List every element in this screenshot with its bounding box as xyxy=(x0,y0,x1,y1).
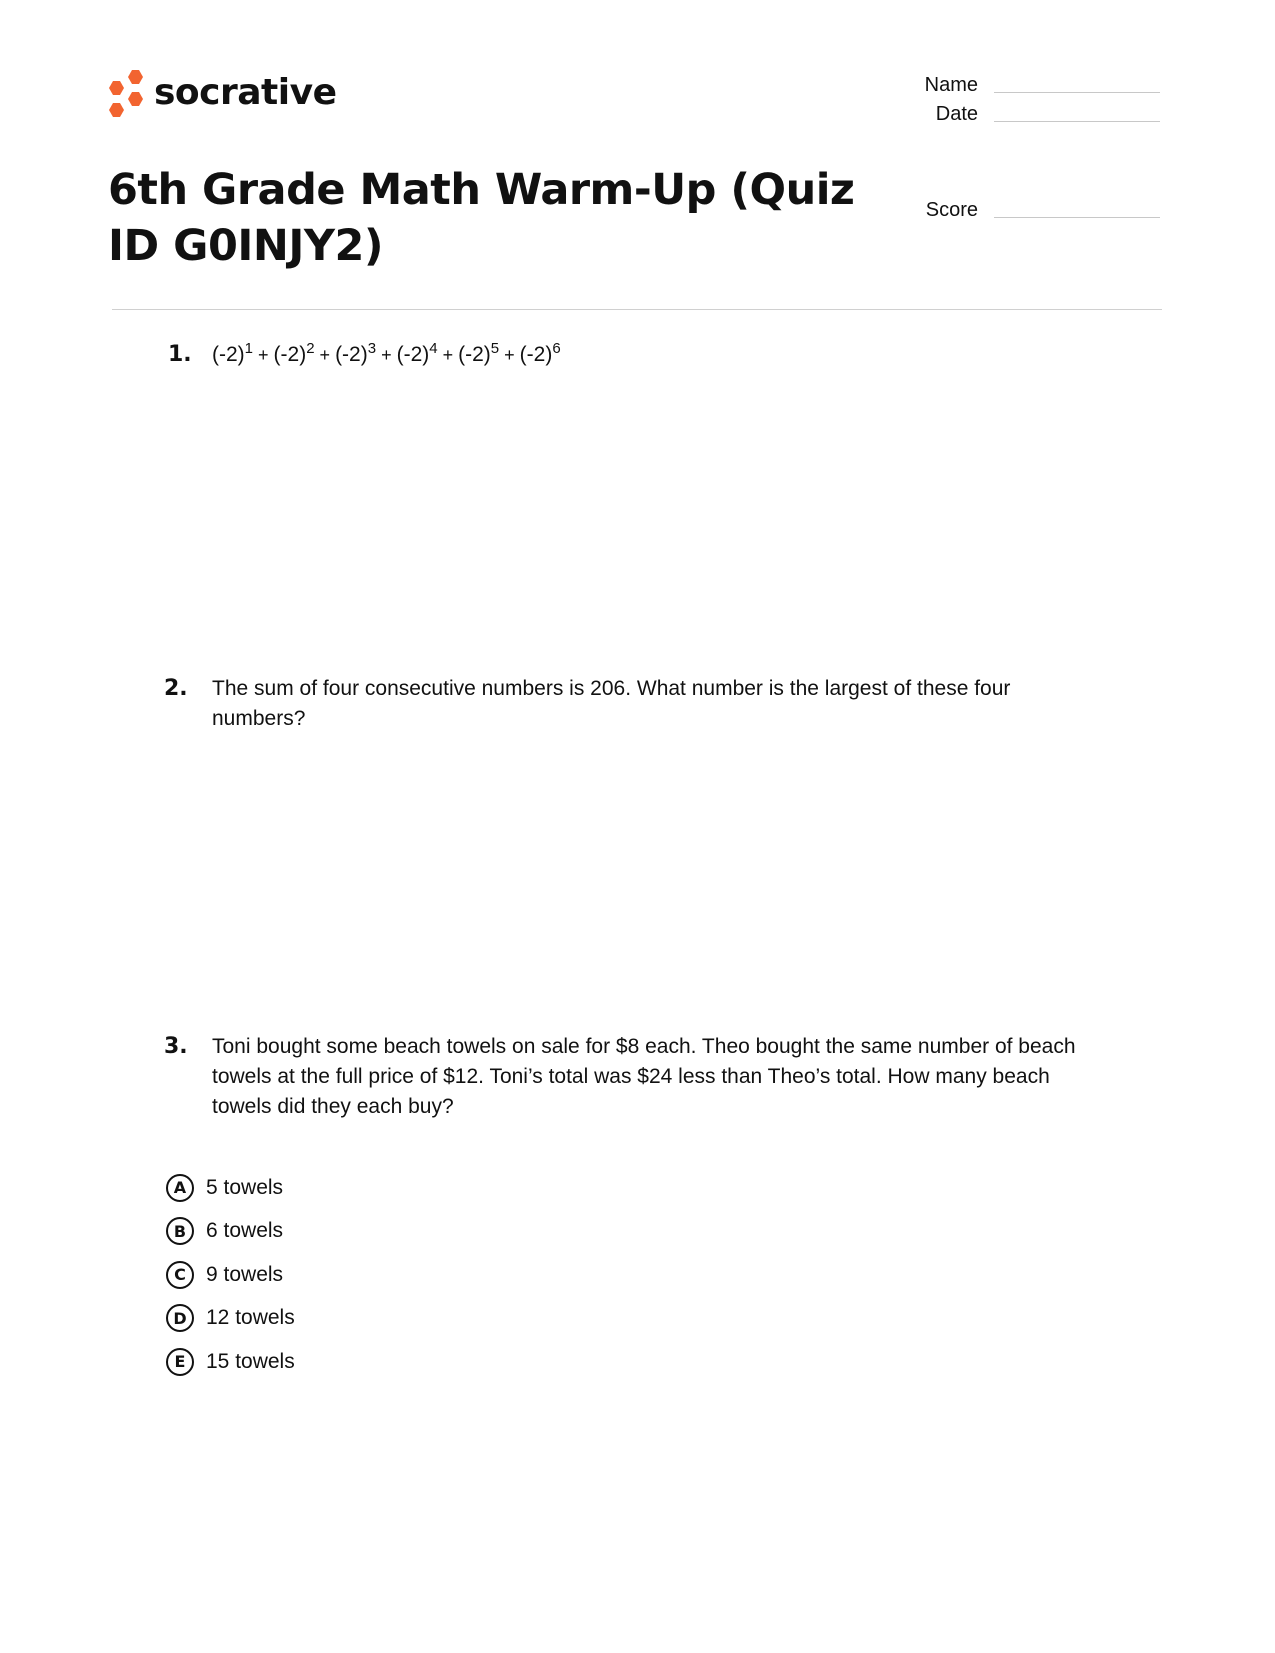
option-d[interactable] xyxy=(166,1297,295,1341)
question-text: Toni bought some beach towels on sale for $8 each. Theo bought the same number of beach towels at the full price of $12. Toni’s total was $24 less than Theo’s total. How many beach towels did they each buy? xyxy=(212,1035,1076,1118)
option-circle[interactable]: B xyxy=(166,1217,194,1245)
question-expression xyxy=(212,340,561,370)
name-label: Name xyxy=(924,74,978,96)
question-2 xyxy=(164,674,1124,734)
term-exponent: 1 xyxy=(244,340,254,357)
question-number: 1. xyxy=(168,342,192,367)
term-exponent: 4 xyxy=(429,340,438,357)
term-base: (-2) xyxy=(212,343,245,366)
option-circle[interactable]: C xyxy=(166,1261,194,1289)
name-line[interactable] xyxy=(994,92,1160,93)
question-3 xyxy=(164,1032,1124,1122)
brand-name: socrative xyxy=(154,72,337,113)
operator: + xyxy=(437,345,459,365)
term-base: (-2) xyxy=(335,343,368,366)
option-b[interactable] xyxy=(166,1210,295,1254)
date-line[interactable] xyxy=(994,121,1160,122)
operator: + xyxy=(253,345,274,365)
date-label: Date xyxy=(935,103,978,125)
header-divider xyxy=(112,309,1162,310)
operator: + xyxy=(376,345,397,365)
term-exponent: 6 xyxy=(552,340,561,357)
name-field[interactable] xyxy=(860,74,1160,97)
option-circle[interactable]: E xyxy=(166,1348,194,1376)
operator: + xyxy=(499,345,520,365)
term-exponent: 5 xyxy=(490,340,500,357)
question-number: 3. xyxy=(164,1034,188,1059)
term-base: (-2) xyxy=(273,343,307,366)
socrative-logo xyxy=(108,70,336,118)
question-text: The sum of four consecutive numbers is 206. What number is the largest of these four numbers? xyxy=(212,677,1011,730)
option-text: 12 towels xyxy=(206,1306,295,1330)
score-line[interactable] xyxy=(994,217,1160,218)
quiz-title: 6th Grade Math Warm-Up (Quiz ID G0INJY2) xyxy=(108,165,855,271)
question-1 xyxy=(168,340,1128,370)
term-exponent: 3 xyxy=(367,340,377,357)
score-label: Score xyxy=(925,199,978,221)
term-base: (-2) xyxy=(396,343,430,366)
question-number: 2. xyxy=(164,676,188,701)
term-base: (-2) xyxy=(519,343,553,366)
option-a[interactable] xyxy=(166,1166,295,1210)
term-exponent: 2 xyxy=(306,340,315,357)
answer-options xyxy=(166,1166,295,1384)
operator: + xyxy=(314,345,336,365)
option-text: 15 towels xyxy=(206,1349,295,1373)
option-text: 9 towels xyxy=(206,1262,284,1286)
option-e[interactable] xyxy=(166,1340,295,1384)
option-circle[interactable]: D xyxy=(166,1304,194,1332)
option-c[interactable] xyxy=(166,1253,295,1297)
hexagon-logo-icon xyxy=(108,70,150,118)
option-circle[interactable]: A xyxy=(166,1174,194,1202)
date-field[interactable] xyxy=(860,103,1160,126)
score-field[interactable] xyxy=(860,199,1160,222)
option-text: 5 towels xyxy=(206,1175,284,1199)
option-text: 6 towels xyxy=(206,1219,284,1243)
term-base: (-2) xyxy=(458,343,491,366)
